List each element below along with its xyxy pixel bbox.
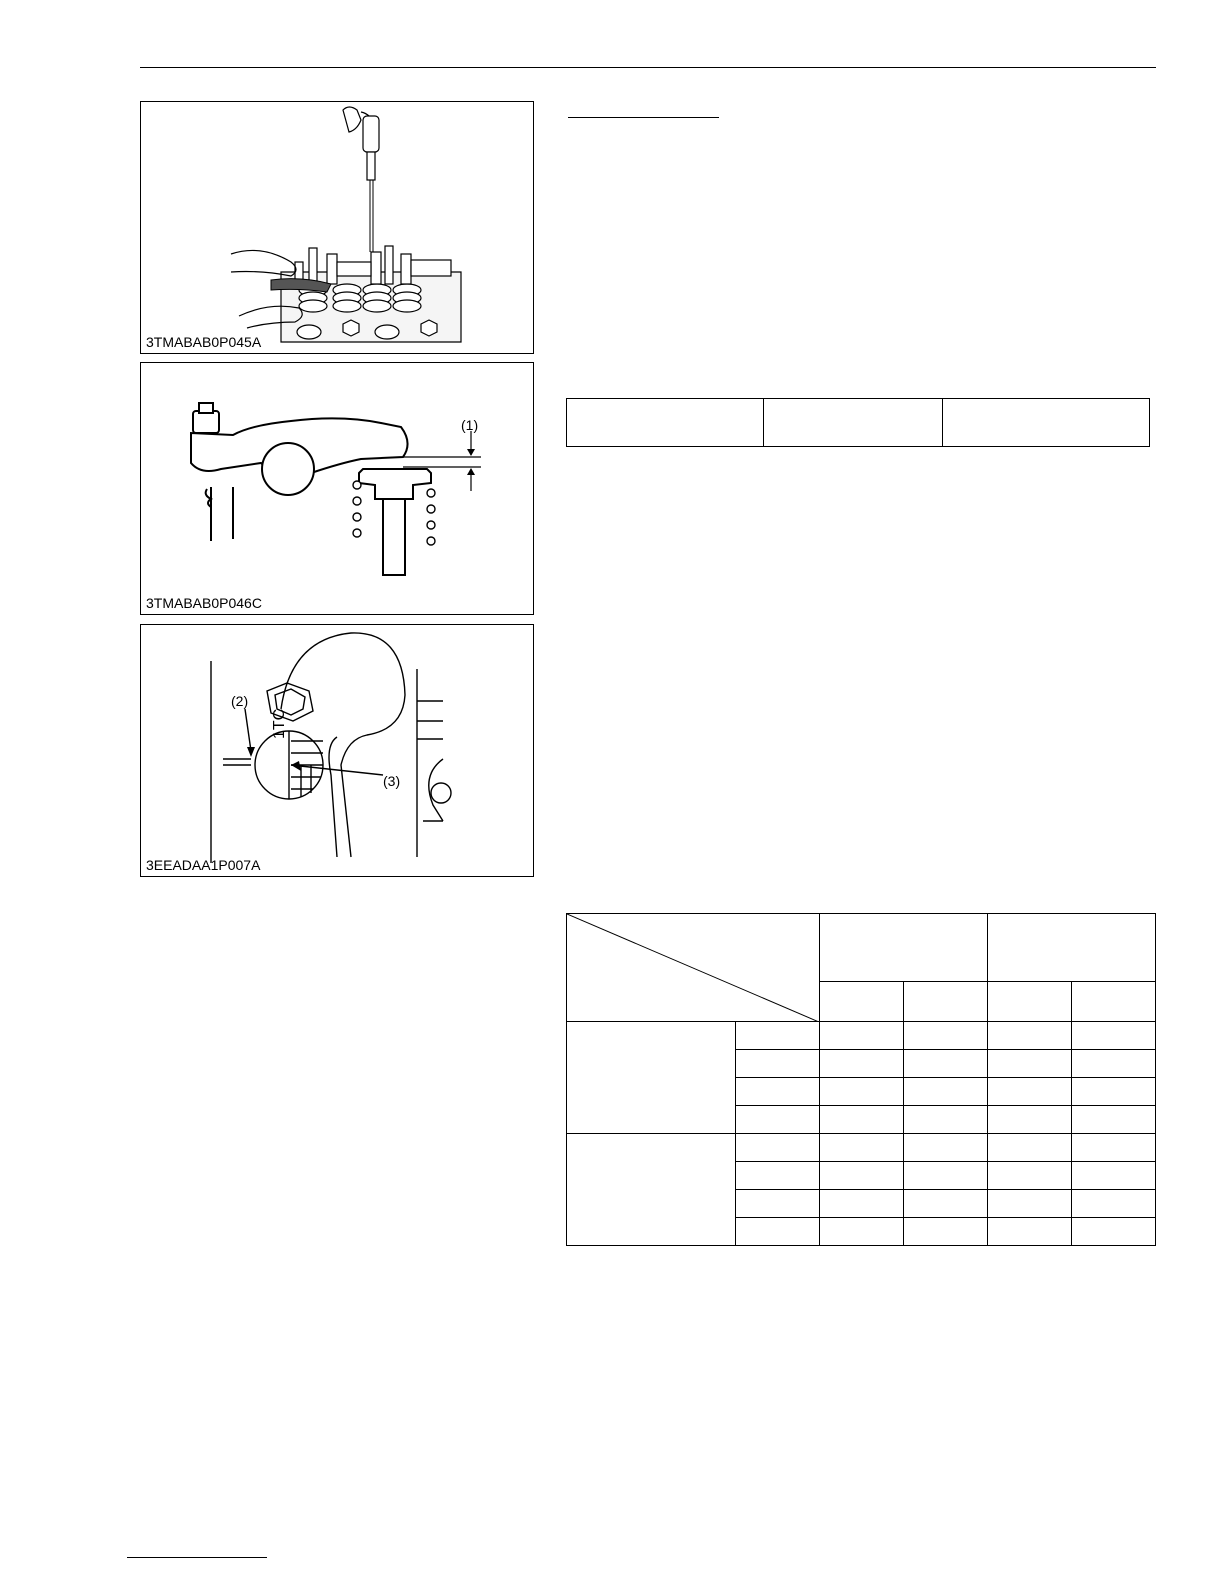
callout-label: (3) [383, 773, 401, 789]
table-cell [904, 1218, 988, 1246]
figure-code: 3TMABAB0P045A [146, 334, 262, 350]
table-cell [904, 1134, 988, 1162]
adjustment-table [566, 913, 1156, 1246]
subheader-cell [820, 982, 904, 1022]
tdc-mark-text: 1TC [271, 708, 288, 739]
row-label-cell [735, 1078, 819, 1106]
table-cell [820, 1218, 904, 1246]
table-cell [1072, 1162, 1156, 1190]
callout-label: (2) [231, 693, 249, 709]
figure-code: 3TMABAB0P046C [146, 595, 262, 611]
row-label-cell [735, 1218, 819, 1246]
figure-valve-clearance [140, 362, 534, 615]
row-label-cell [735, 1162, 819, 1190]
table-cell [988, 1218, 1072, 1246]
table-cell [988, 1022, 1072, 1050]
table-cell [1072, 1218, 1156, 1246]
footer-link-underline[interactable] [127, 1557, 267, 1558]
subheader-cell [1072, 982, 1156, 1022]
flywheel-mark-diagram [141, 625, 533, 876]
header-cell [820, 914, 988, 982]
valve-cover-illustration [141, 102, 533, 353]
row-label-cell [735, 1134, 819, 1162]
table-cell [904, 1106, 988, 1134]
subheader-cell [988, 982, 1072, 1022]
table-cell [820, 1134, 904, 1162]
section-heading-underline [568, 117, 719, 118]
header-rule [140, 67, 1156, 68]
table-cell [820, 1022, 904, 1050]
figure-feeler-gauge-check [140, 101, 534, 354]
table-cell [904, 1190, 988, 1218]
spec-cell [567, 399, 764, 447]
diagonal-line [567, 914, 819, 1022]
table-cell [988, 1078, 1072, 1106]
table-cell [988, 1106, 1072, 1134]
table-cell [1072, 1078, 1156, 1106]
callout-label: (1) [461, 417, 479, 433]
rocker-arm-diagram [141, 363, 533, 614]
group-label-cell [567, 1022, 736, 1134]
subheader-cell [904, 982, 988, 1022]
header-cell [988, 914, 1156, 982]
row-label-cell [735, 1022, 819, 1050]
figure-tdc-mark [140, 624, 534, 877]
table-cell [904, 1050, 988, 1078]
table-cell [820, 1190, 904, 1218]
table-cell [988, 1190, 1072, 1218]
table-cell [1072, 1106, 1156, 1134]
table-cell [820, 1078, 904, 1106]
table-cell [904, 1162, 988, 1190]
spec-table [566, 398, 1150, 447]
figure-code: 3EEADAA1P007A [146, 857, 261, 873]
table-cell [904, 1022, 988, 1050]
table-cell [988, 1162, 1072, 1190]
spec-cell [943, 399, 1150, 447]
table-cell [820, 1106, 904, 1134]
corner-cell [567, 914, 820, 1022]
table-cell [820, 1162, 904, 1190]
table-cell [904, 1078, 988, 1106]
table-cell [1072, 1190, 1156, 1218]
table-cell [988, 1134, 1072, 1162]
group-label-cell [567, 1134, 736, 1246]
table-cell [1072, 1022, 1156, 1050]
table-cell [1072, 1134, 1156, 1162]
table-cell [1072, 1050, 1156, 1078]
table-cell [988, 1050, 1072, 1078]
row-label-cell [735, 1106, 819, 1134]
spec-cell [764, 399, 943, 447]
table-cell [820, 1050, 904, 1078]
row-label-cell [735, 1050, 819, 1078]
row-label-cell [735, 1190, 819, 1218]
